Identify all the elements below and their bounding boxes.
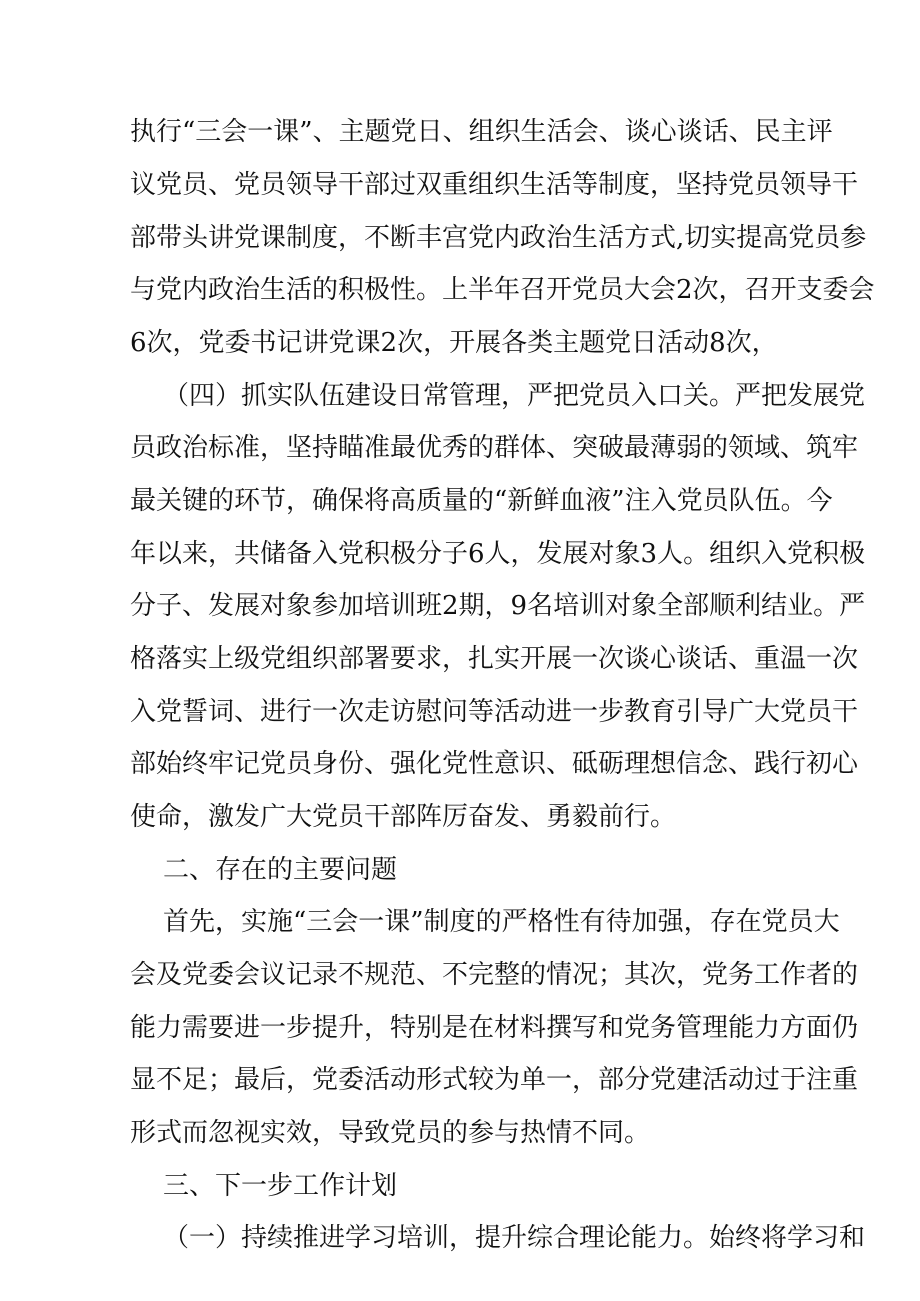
chapter-heading: 二、存在的主要问题 <box>163 855 398 885</box>
text-line: 显不足；最后，党委活动形式较为单一，部分党建活动过于注重 <box>130 1065 859 1095</box>
text-line: 与党内政治生活的积极性。上半年召开党员大会2次，召开支委会 <box>130 275 875 305</box>
chapter-heading: 三、下一步工作计划 <box>163 1171 398 1201</box>
text-line: 部带头讲党课制度，不断丰宫党内政治生活方式,切实提高党员参 <box>130 223 867 253</box>
text-line: 年以来，共储备入党积极分子6人，发展对象3人。组织入党积极 <box>130 539 866 569</box>
text-line: 最关键的环节，确保将高质量的“新鲜血液”注入党员队伍。今 <box>130 486 833 516</box>
section-heading: （一）持续推进学习培训，提升综合理论能力。始终将学习和 <box>163 1223 866 1253</box>
text-line: 格落实上级党组织部署要求，扎实开展一次谈心谈话、重温一次 <box>130 644 859 674</box>
text-line: 议党员、党员领导干部过双重组织生活等制度，坚持党员领导干 <box>130 170 859 200</box>
text-line: 能力需要进一步提升，特别是在材料撰写和党务管理能力方面仍 <box>130 1013 859 1043</box>
text-line: 首先，实施“三会一课”制度的严格性有待加强，存在党员大 <box>163 907 840 937</box>
section-heading: （四）抓实队伍建设日常管理，严把党员入口关。严把发展党 <box>163 381 866 411</box>
text-line: 会及党委会议记录不规范、不完整的情况；其次，党务工作者的 <box>130 960 859 990</box>
text-line: 6次，党委书记讲党课2次，开展各类主题党日活动8次， <box>130 328 778 358</box>
text-line: 形式而忽视实效，导致党员的参与热情不同。 <box>130 1118 651 1148</box>
text-line: 执行“三会一课”、主题党日、组织生活会、谈心谈话、民主评 <box>130 117 833 147</box>
text-line: 部始终牢记党员身份、强化党性意识、砥砺理想信念、践行初心 <box>130 749 859 779</box>
text-line: 分子、发展对象参加培训班2期，9名培训对象全部顺利结业。严 <box>130 591 866 621</box>
text-line: 使命，激发广大党员干部阵厉奋发、勇毅前行。 <box>130 802 677 832</box>
text-line: 入党誓词、进行一次走访慰问等活动进一步教育引导广大党员干 <box>130 697 859 727</box>
text-line: 员政治标准，坚持瞄准最优秀的群体、突破最薄弱的领域、筑牢 <box>130 433 859 463</box>
